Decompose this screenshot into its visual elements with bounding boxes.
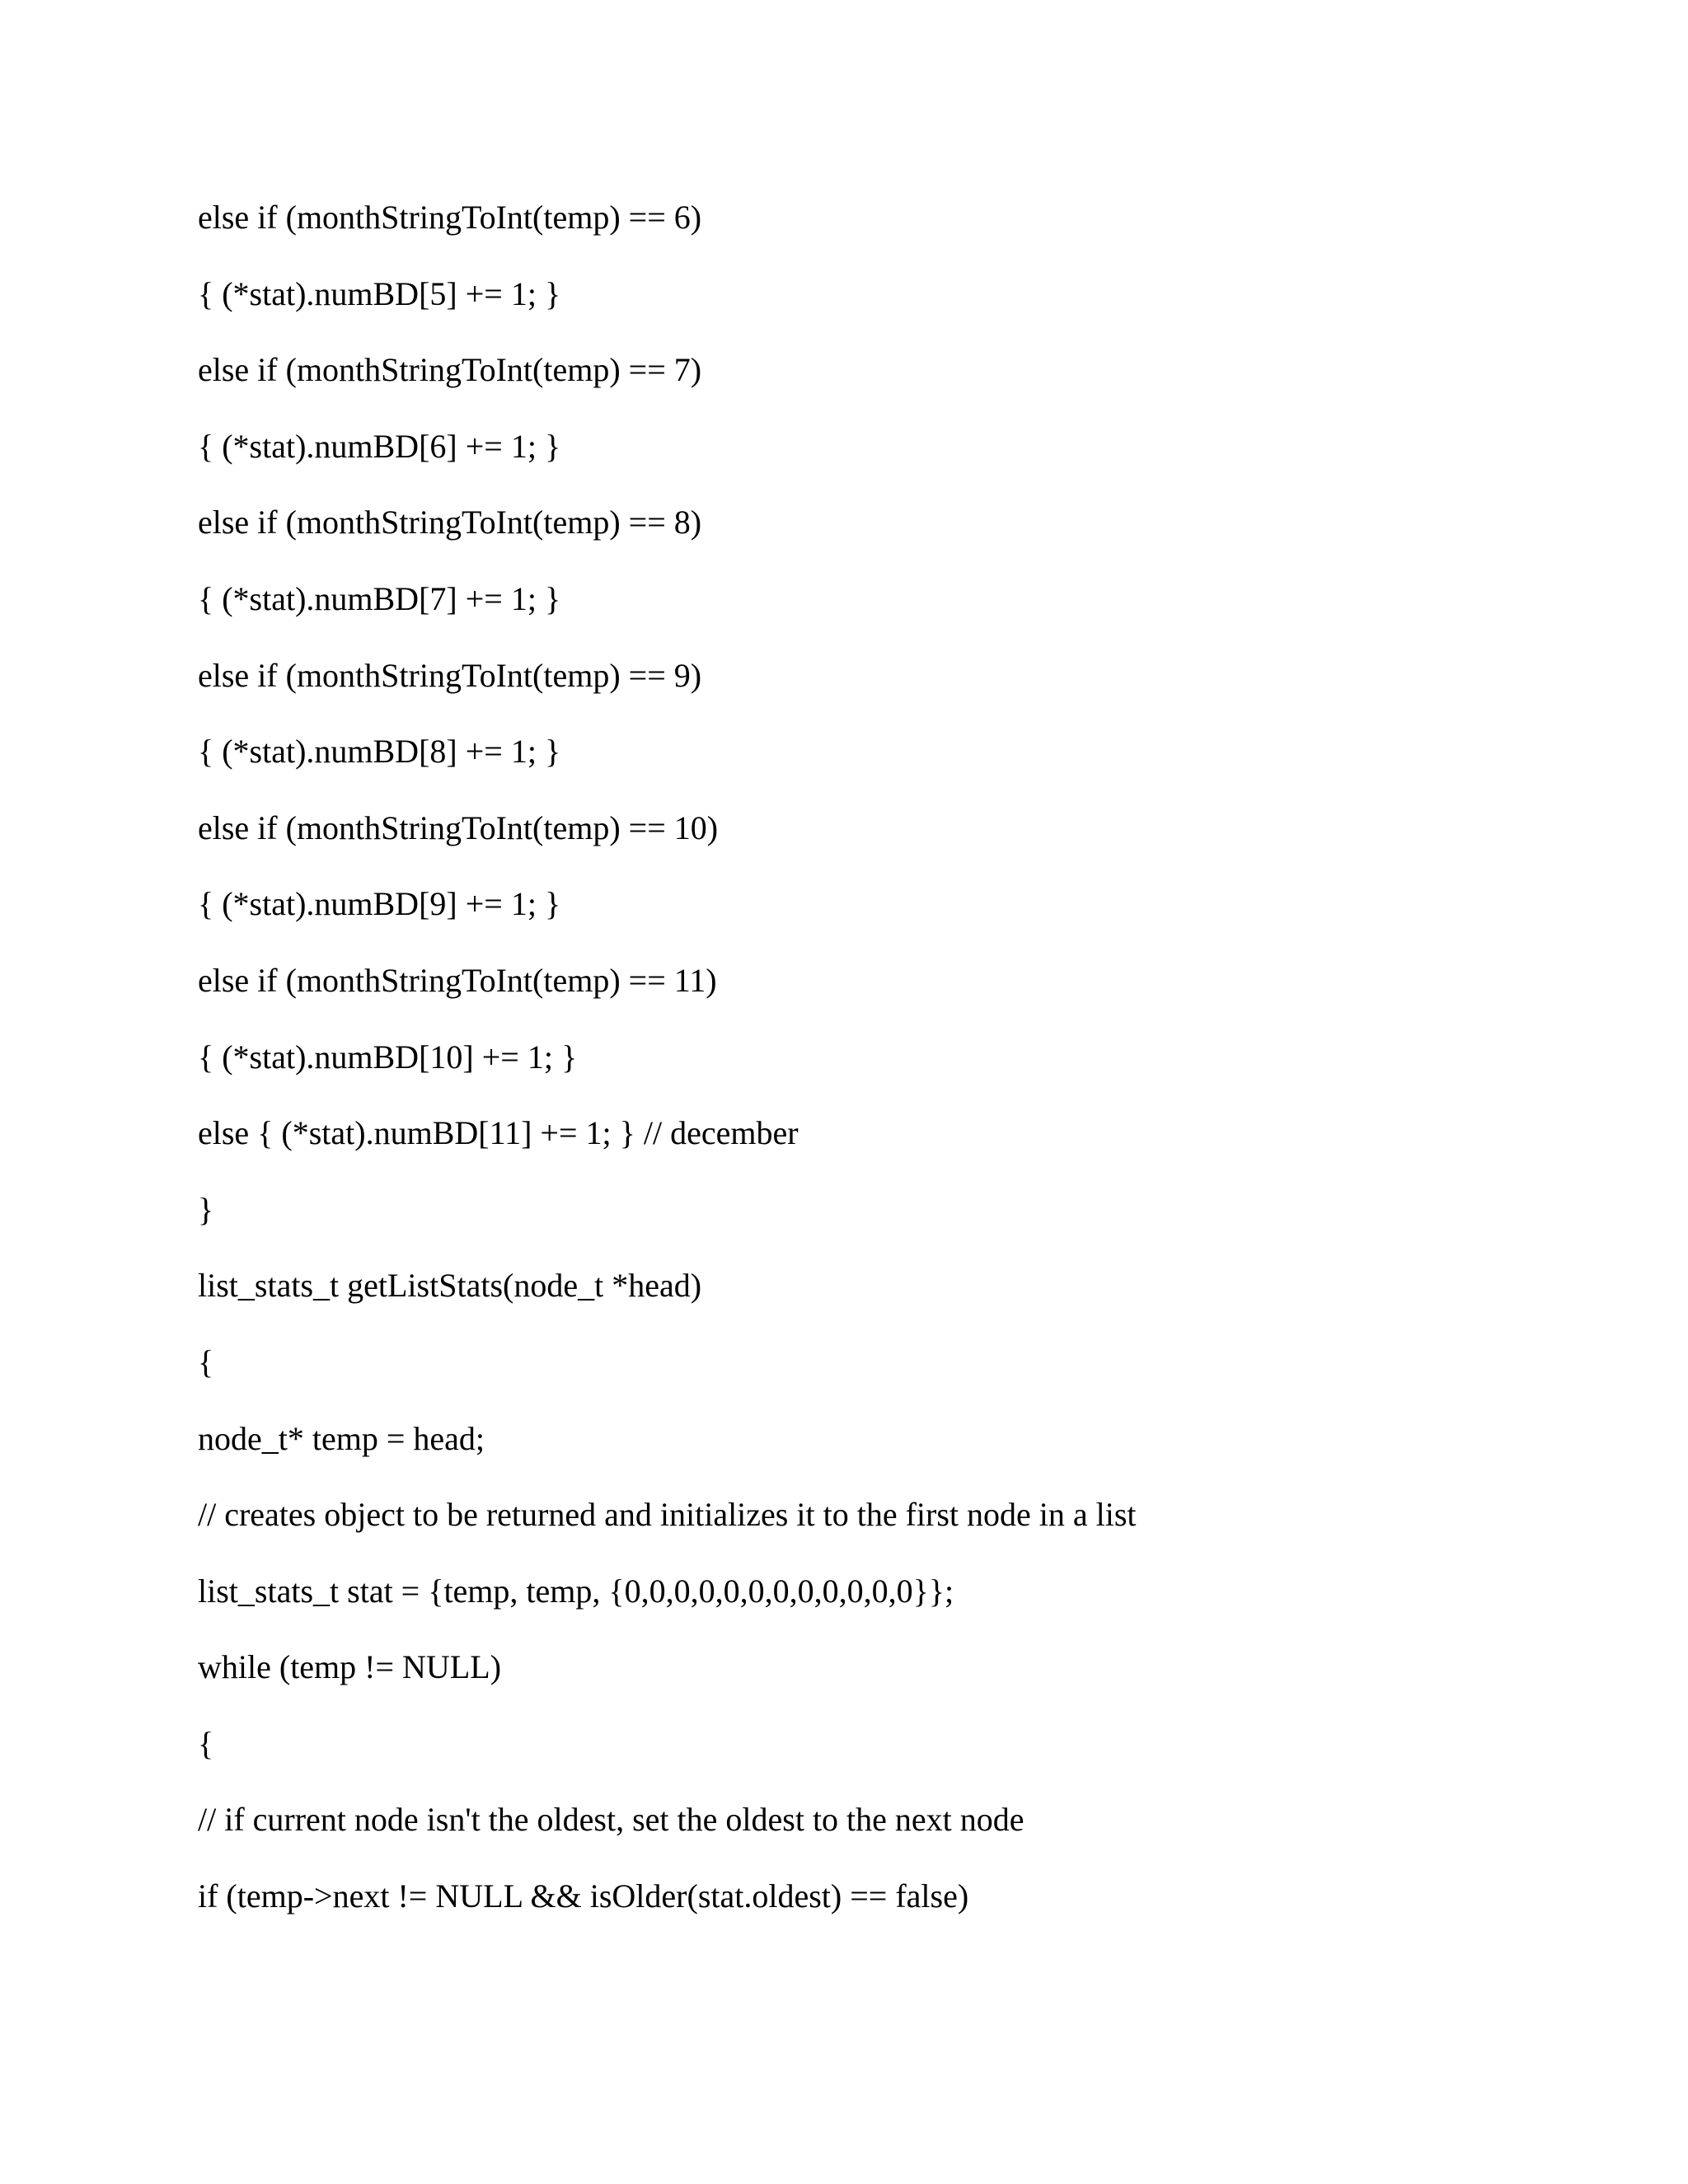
code-line: while (temp != NULL) (198, 1648, 502, 1686)
code-line: else { (*stat).numBD[11] += 1; } // december (198, 1114, 799, 1152)
code-line: { (*stat).numBD[9] += 1; } (198, 885, 561, 923)
code-line: { (*stat).numBD[8] += 1; } (198, 733, 561, 771)
code-line: else if (monthStringToInt(temp) == 11) (198, 961, 717, 999)
code-line: } (198, 1190, 214, 1228)
code-line: if (temp->next != NULL && isOlder(stat.oldest) == false) (198, 1877, 969, 1915)
code-line: { (198, 1724, 214, 1762)
code-listing (198, 191, 1137, 1947)
code-line: else if (monthStringToInt(temp) == 7) (198, 351, 702, 389)
code-line: { (*stat).numBD[10] += 1; } (198, 1038, 578, 1076)
code-line: { (*stat).numBD[6] += 1; } (198, 427, 561, 465)
code-line: node_t* temp = head; (198, 1419, 485, 1457)
code-line: list_stats_t stat = {temp, temp, {0,0,0,0,0,0,0,0,0,0,0,0}}; (198, 1572, 954, 1610)
code-line: { (*stat).numBD[5] += 1; } (198, 274, 561, 312)
code-line: list_stats_t getListStats(node_t *head) (198, 1267, 702, 1305)
code-line: else if (monthStringToInt(temp) == 6) (198, 199, 702, 236)
code-line: { (*stat).numBD[7] += 1; } (198, 579, 561, 617)
code-comment-line: // creates object to be returned and initializes it to the first node in a list (198, 1496, 1137, 1534)
code-line: else if (monthStringToInt(temp) == 9) (198, 656, 702, 694)
code-line: { (198, 1343, 214, 1380)
code-line: else if (monthStringToInt(temp) == 10) (198, 808, 719, 846)
code-comment-line: // if current node isn't the oldest, set the oldest to the next node (198, 1801, 1025, 1839)
code-line: else if (monthStringToInt(temp) == 8) (198, 504, 702, 541)
